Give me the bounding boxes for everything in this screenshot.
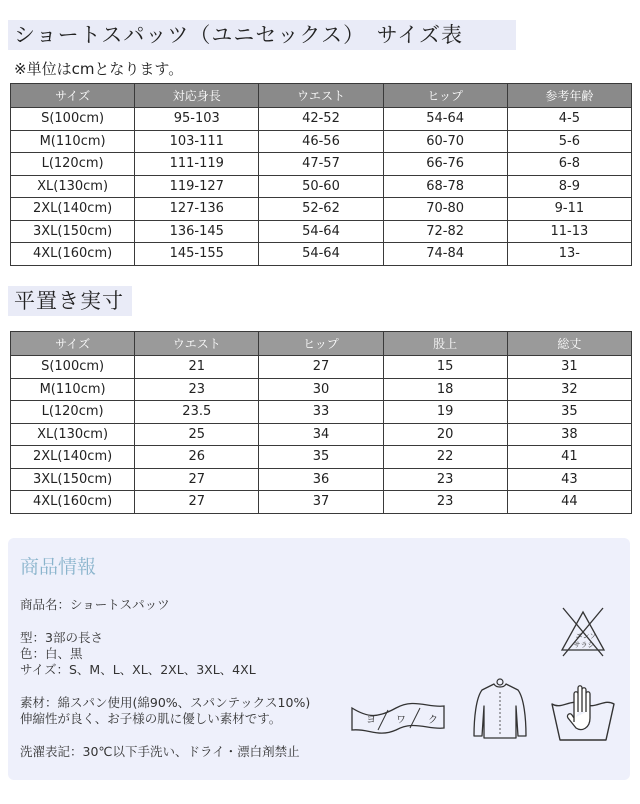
table-cell: 95-103 xyxy=(135,108,259,131)
table-cell: 32 xyxy=(507,378,631,401)
table-cell: 3XL(150cm) xyxy=(11,468,135,491)
table-row xyxy=(11,198,632,221)
column-header: 股上 xyxy=(383,332,507,356)
column-header: 参考年齢 xyxy=(507,84,631,108)
table-cell: 8-9 xyxy=(507,175,631,198)
table-cell: M(110cm) xyxy=(11,378,135,401)
table-cell: 23 xyxy=(383,491,507,514)
table-header-row xyxy=(11,332,632,356)
table-cell: M(110cm) xyxy=(11,130,135,153)
table-cell: 43 xyxy=(507,468,631,491)
table-cell: 4XL(160cm) xyxy=(11,491,135,514)
table-row xyxy=(11,356,632,379)
table-cell: 3XL(150cm) xyxy=(11,220,135,243)
table-cell: 52-62 xyxy=(259,198,383,221)
wring-label-wa: ワ xyxy=(396,715,406,726)
table-row xyxy=(11,446,632,469)
table-cell: 37 xyxy=(259,491,383,514)
table-cell: 15 xyxy=(383,356,507,379)
table-cell: 30 xyxy=(259,378,383,401)
table-cell: 20 xyxy=(383,423,507,446)
table-cell: 70-80 xyxy=(383,198,507,221)
table-cell: 127-136 xyxy=(135,198,259,221)
column-header: ヒップ xyxy=(259,332,383,356)
table-row xyxy=(11,423,632,446)
table-cell: 26 xyxy=(135,446,259,469)
product-stretch-note: 伸縮性が良く、お子様の肌に優しい素材です。 xyxy=(20,711,282,726)
column-header: ヒップ xyxy=(383,84,507,108)
column-header: 総丈 xyxy=(507,332,631,356)
table-cell: 23 xyxy=(383,468,507,491)
no-bleach-label-line1: エンソ xyxy=(575,632,597,640)
table-cell: 111-119 xyxy=(135,153,259,176)
column-header: サイズ xyxy=(11,84,135,108)
table-cell: 54-64 xyxy=(383,108,507,131)
flat-measure-table xyxy=(10,331,632,514)
product-name: 商品名：ショートスパッツ xyxy=(20,597,170,612)
table-cell: 38 xyxy=(507,423,631,446)
product-color: 色：白、黒 xyxy=(20,646,83,661)
table-cell: 22 xyxy=(383,446,507,469)
wring-label-yo: ヨ xyxy=(366,715,376,726)
table-cell: 145-155 xyxy=(135,243,259,266)
product-material: 素材：綿スパン使用(綿90%、スパンテックス10%) xyxy=(20,695,311,710)
table-cell: 9-11 xyxy=(507,198,631,221)
table-cell: 35 xyxy=(259,446,383,469)
table-cell: 34 xyxy=(259,423,383,446)
table-cell: XL(130cm) xyxy=(11,175,135,198)
column-header: ウエスト xyxy=(259,84,383,108)
table-cell: 31 xyxy=(507,356,631,379)
table-cell: 5-6 xyxy=(507,130,631,153)
flat-measure-title: 平置き実寸 xyxy=(8,286,132,316)
table-cell: S(100cm) xyxy=(11,108,135,131)
table-cell: 4-5 xyxy=(507,108,631,131)
table-row xyxy=(11,220,632,243)
table-cell: 119-127 xyxy=(135,175,259,198)
table-cell: 66-76 xyxy=(383,153,507,176)
table-cell: 2XL(140cm) xyxy=(11,446,135,469)
table-cell: 103-111 xyxy=(135,130,259,153)
table-cell: 36 xyxy=(259,468,383,491)
table-row xyxy=(11,243,632,266)
no-chlorine-bleach-icon xyxy=(558,606,608,658)
table-cell: XL(130cm) xyxy=(11,423,135,446)
table-row xyxy=(11,378,632,401)
table-cell: 27 xyxy=(135,491,259,514)
column-header: サイズ xyxy=(11,332,135,356)
table-cell: 13- xyxy=(507,243,631,266)
table-cell: S(100cm) xyxy=(11,356,135,379)
hand-wash-icon xyxy=(548,682,618,744)
table-cell: 50-60 xyxy=(259,175,383,198)
no-bleach-label-line2: サラシ xyxy=(573,641,595,649)
table-cell: 44 xyxy=(507,491,631,514)
table-cell: 2XL(140cm) xyxy=(11,198,135,221)
table-row xyxy=(11,108,632,131)
column-header: ウエスト xyxy=(135,332,259,356)
table-cell: 21 xyxy=(135,356,259,379)
table-cell: 11-13 xyxy=(507,220,631,243)
table-cell: L(120cm) xyxy=(11,401,135,424)
unit-note: ※単位はcmとなります。 xyxy=(14,60,184,78)
table-header-row xyxy=(11,84,632,108)
table-cell: 47-57 xyxy=(259,153,383,176)
table-cell: 74-84 xyxy=(383,243,507,266)
product-info-panel xyxy=(8,538,630,780)
table-cell: 19 xyxy=(383,401,507,424)
table-cell: 68-78 xyxy=(383,175,507,198)
table-cell: 72-82 xyxy=(383,220,507,243)
table-cell: 23.5 xyxy=(135,401,259,424)
table-cell: 23 xyxy=(135,378,259,401)
table-cell: 42-52 xyxy=(259,108,383,131)
table-row xyxy=(11,153,632,176)
product-type: 型：3部の長さ xyxy=(20,630,103,645)
page-title: ショートスパッツ（ユニセックス） サイズ表 xyxy=(8,20,516,50)
wring-label-ku: ク xyxy=(428,715,438,726)
table-cell: 25 xyxy=(135,423,259,446)
table-cell: 136-145 xyxy=(135,220,259,243)
table-row xyxy=(11,468,632,491)
table-cell: 54-64 xyxy=(259,243,383,266)
table-cell: L(120cm) xyxy=(11,153,135,176)
product-wash-note: 洗濯表記：30℃以下手洗い、ドライ・漂白剤禁止 xyxy=(20,744,300,759)
table-row xyxy=(11,130,632,153)
table-cell: 60-70 xyxy=(383,130,507,153)
table-cell: 41 xyxy=(507,446,631,469)
wring-gently-icon xyxy=(348,700,448,736)
table-cell: 4XL(160cm) xyxy=(11,243,135,266)
table-row xyxy=(11,175,632,198)
table-cell: 6-8 xyxy=(507,153,631,176)
dry-flat-icon xyxy=(470,678,530,742)
table-cell: 33 xyxy=(259,401,383,424)
column-header: 対応身長 xyxy=(135,84,259,108)
table-cell: 35 xyxy=(507,401,631,424)
table-cell: 27 xyxy=(259,356,383,379)
product-info-heading: 商品情報 xyxy=(20,556,97,578)
table-cell: 18 xyxy=(383,378,507,401)
size-chart-table xyxy=(10,83,632,266)
product-sizes: サイズ：S、M、L、XL、2XL、3XL、4XL xyxy=(20,662,256,677)
table-row xyxy=(11,401,632,424)
table-cell: 54-64 xyxy=(259,220,383,243)
table-cell: 46-56 xyxy=(259,130,383,153)
table-cell: 27 xyxy=(135,468,259,491)
table-row xyxy=(11,491,632,514)
